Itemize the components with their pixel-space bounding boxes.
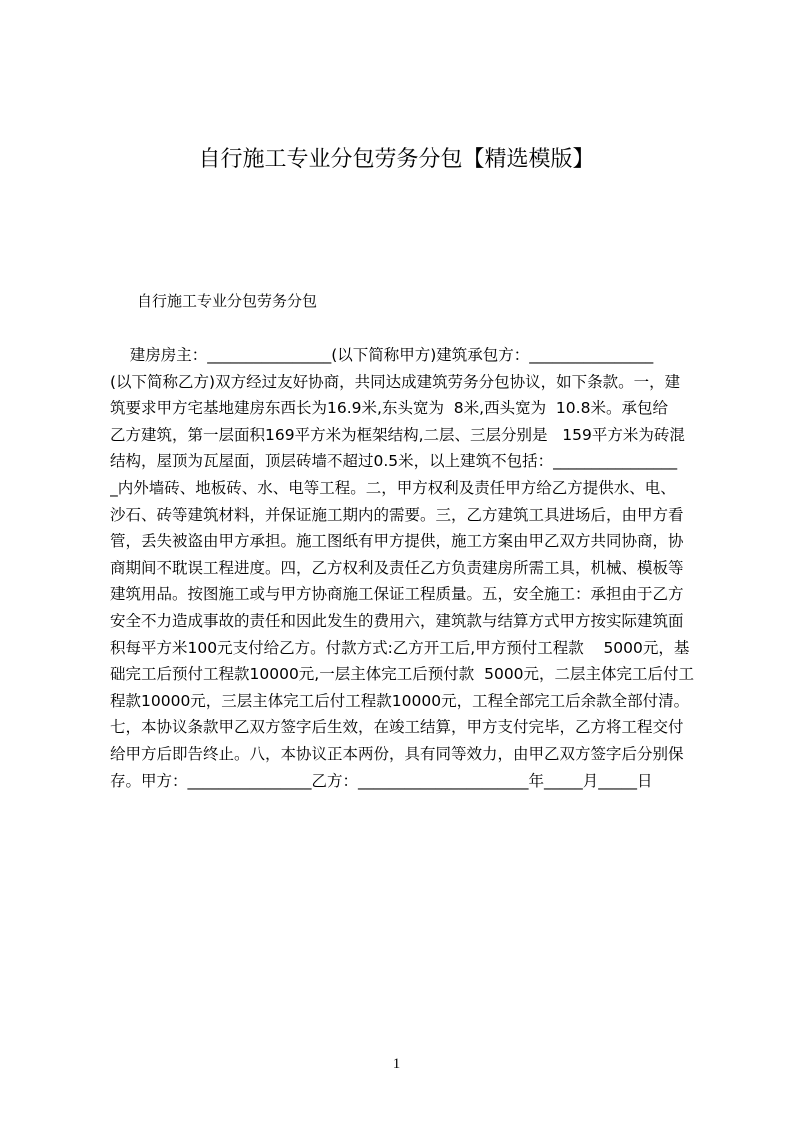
document-subtitle: 自行施工专业分包劳务分包 (137, 292, 318, 310)
document-title: 自行施工专业分包劳务分包【精选模版】 (198, 147, 595, 172)
signature-line: 存。甲方：________________乙方：______________________年_____月_____日 (110, 771, 653, 790)
body-line: (以下简称乙方)双方经过友好协商，共同达成建筑劳务分包协议，如下条款。一，建 (110, 372, 681, 391)
body-line: 乙方建筑，第一层面积169平方米为框架结构,二层、三层分别是 159平方米为砖混 (110, 425, 685, 444)
body-line: 沙石、砖等建筑材料，并保证施工期内的需要。三，乙方建筑工具进场后，由甲方看 (110, 505, 684, 524)
body-line: 安全不力造成事故的责任和因此发生的费用六，建筑款与结算方式甲方按实际建筑面 (110, 611, 684, 630)
body-line: 管，丢失被盗由甲方承担。施工图纸有甲方提供，施工方案由甲乙双方共同协商，协 (110, 532, 684, 551)
body-line: 积每平方米100元支付给乙方。付款方式:乙方开工后,甲方预付工程款 5000元，基 (110, 638, 690, 657)
body-line: 商期间不耽误工程进度。四，乙方权利及责任乙方负责建房所需工具，机械、模板等 (110, 558, 684, 577)
body-line: 筑要求甲方宅基地建房东西长为16.9米,东头宽为 8米,西头宽为 10.8米。承包给 (110, 399, 668, 418)
body-line: 结构，屋顶为瓦屋面，顶层砖墙不超过0.5米，以上建筑不包括：________________ (110, 452, 678, 471)
body-line: 建筑用品。按图施工或与甲方协商施工保证工程质量。五，安全施工：承担由于乙方 (110, 585, 684, 604)
agreement-body (110, 342, 698, 794)
body-line: 建房房主：________________(以下简称甲方)建筑承包方：________________ (110, 346, 654, 364)
body-line: 给甲方后即告终止。八，本协议正本两份，具有同等效力，由甲乙双方签字后分别保 (110, 744, 684, 763)
body-line: 程款10000元，三层主体完工后付工程款10000元，工程全部完工后余款全部付清。 (110, 691, 690, 710)
body-line: 七，本协议条款甲乙双方签字后生效，在竣工结算，甲方支付完毕，乙方将工程交付 (110, 718, 684, 737)
body-line: 础完工后预付工程款10000元,一层主体完工后预付款 5000元，二层主体完工后付工 (110, 665, 695, 684)
page-number: 1 (392, 1056, 401, 1072)
body-line: _内外墙砖、地板砖、水、电等工程。二，甲方权利及责任甲方给乙方提供水、电、 (110, 478, 676, 497)
